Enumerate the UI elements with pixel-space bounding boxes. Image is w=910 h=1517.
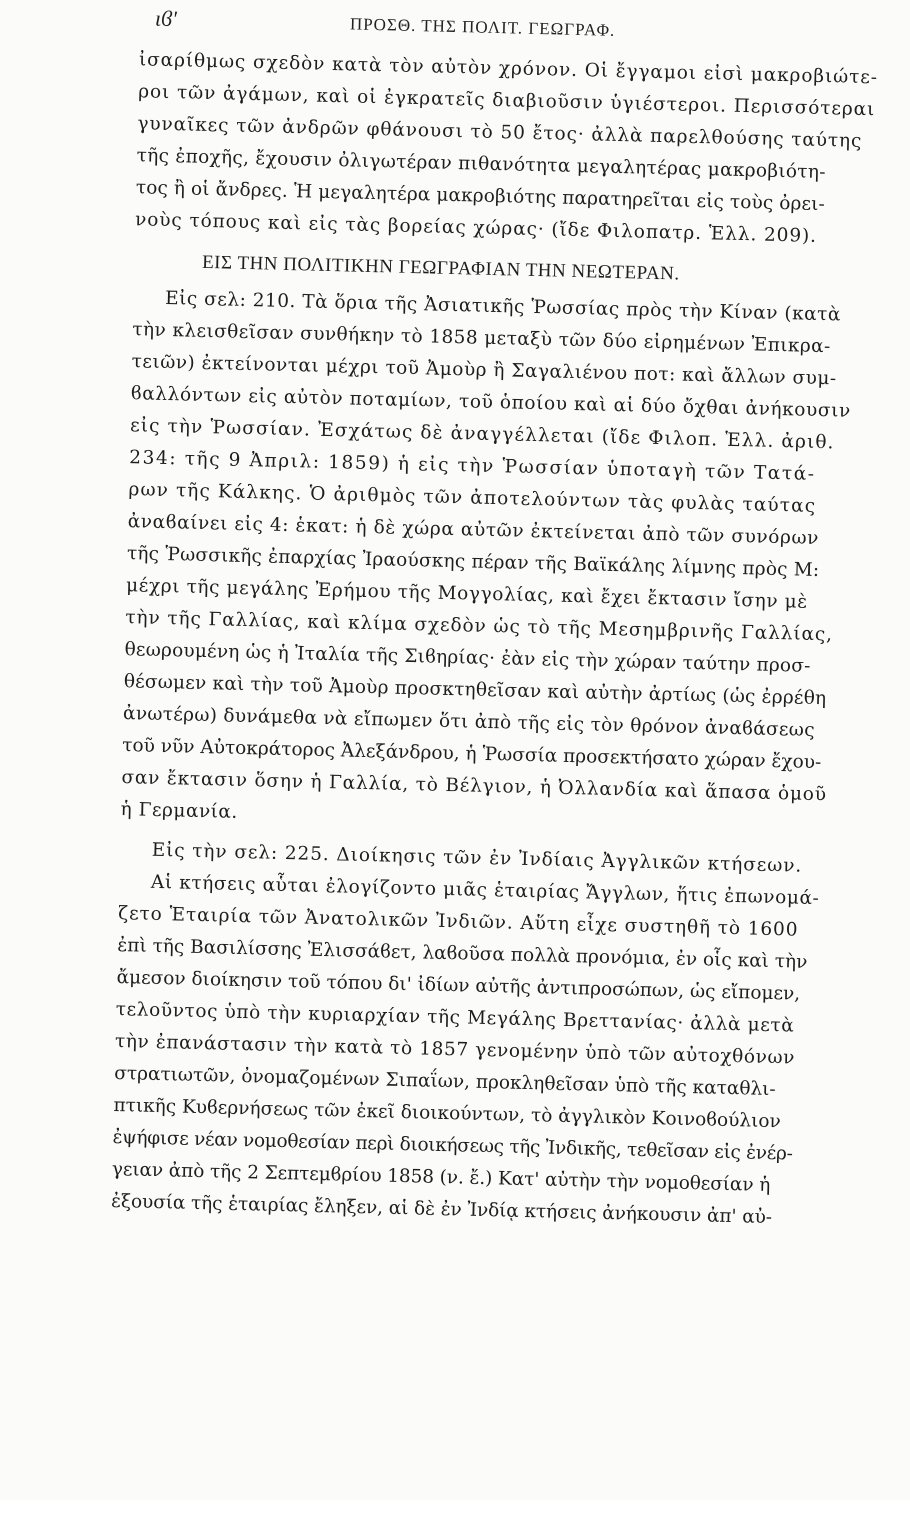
text-line: σαν ἔκτασιν ὅσην ἡ Γαλλία, τὸ Βέλγιον, ἡ Ὀλλανδία καὶ ἅπασα ὁμοῦ <box>121 767 828 806</box>
text-line: ἰσαρίθμως σχεδὸν κατὰ τὸν αὐτὸν χρόνον. Οἱ ἔγγαμοι εἰσὶ μακροβιώτε- <box>138 49 879 89</box>
text-line: Αἱ κτήσεις αὗται ἐλογίζοντο μιᾶς ἑταιρίας Ἄγγλων, ἥτις ἐπωνομά- <box>150 871 820 910</box>
text-line: ἐξουσία τῆς ἑταιρίας ἔληξεν, αἱ δὲ ἐν Ἰνδίᾳ κτήσεις ἀνήκουσιν ἀπ' αὐ- <box>110 1190 773 1229</box>
text-line: τὴν κλεισθεῖσαν συνθήκην τὸ 1858 μεταξὺ τῶν δύο εἰρημένων Ἐπικρα- <box>132 319 831 358</box>
text-line: Εἰς τὴν σελ: 225. Διοίκησις τῶν ἐν Ἰνδίαις Ἀγγλικῶν κτήσεων. <box>151 839 803 877</box>
running-head: ΠΡΟΣΘ. ΤΗΣ ΠΟΛΙΤ. ΓΕΩΓΡΑΦ. <box>349 14 616 40</box>
text-line: ἐψήφισε νέαν νομοθεσίαν περὶ διοικήσεως τῆς Ἰνδικῆς, τεθεῖσαν εἰς ἐνέρ- <box>112 1126 793 1165</box>
text-line: γυναῖκες τῶν ἀνδρῶν φθάνουσι τὸ 50 ἔτος· ἀλλὰ παρελθούσης ταύτης <box>137 113 863 152</box>
text-line: τος ἢ οἱ ἄνδρες. Ἡ μεγαλητέρα μακροβιότης παρατηρεῖται εἰς τοὺς ὀρει- <box>135 177 826 216</box>
text-line: τελοῦντος ὑπὸ τὴν κυριαρχίαν τῆς Μεγάλης Βρεττανίας· ἀλλὰ μετὰ <box>115 998 795 1037</box>
text-line: μέχρι τῆς μεγάλης Ἐρήμου τῆς Μογγολίας, καὶ ἔχει ἔκτασιν ἴσην μὲ <box>125 575 809 613</box>
text-line: τειῶν) ἐκτείνονται μέχρι τοῦ Ἀμοὺρ ἢ Σαγαλιένου ποτ: καὶ ἄλλων συμ- <box>131 351 837 390</box>
page-number: ιϐ' <box>154 5 178 32</box>
text-line: γειαν ἀπὸ τῆς 2 Σεπτεμϐρίου 1858 (ν. ἔ.) Κατ' αὐτὴν τὴν νομοθεσίαν ἡ <box>111 1158 771 1197</box>
text-line: τὴν ἐπανάστασιν τὴν κατὰ τὸ 1857 γενομένην ὑπὸ τῶν αὐτοχθόνων <box>114 1030 796 1069</box>
text-line: τῆς Ῥωσσικῆς ἐπαρχίας Ἰραούσκης πέραν τῆς Βαϊκάλης λίμνης πρὸς Μ: <box>126 543 820 582</box>
text-line: 234: τῆς 9 Ἀπριλ: 1859) ἡ εἰς τὴν Ῥωσσίαν ὑποταγὴ τῶν Τατά- <box>129 447 816 485</box>
text-line: ροι τῶν ἀγάμων, καὶ οἱ ἐγκρατεῖς διαβιοῦσιν ὑγιέστεροι. Περισσότεραι <box>137 81 876 121</box>
text-line: ϐαλλόντων εἰς αὐτὸν ποταμίων, τοῦ ὁποίου καὶ αἱ δύο ὄχθαι ἀνήκουσιν <box>130 383 852 422</box>
text-line: νοὺς τόπους καὶ εἰς τὰς βορείας χώρας· (ἴδε Φιλοπατρ. Ἑλλ. 209). <box>134 209 818 247</box>
text-line: τοῦ νῦν Αὐτοκράτορος Ἀλεξάνδρου, ἡ Ῥωσσία προσεκτήσατο χώραν ἔχου- <box>122 735 822 774</box>
text-line: ἡ Γερμανία. <box>120 799 239 823</box>
text-line: ζετο Ἑταιρία τῶν Ἀνατολικῶν Ἰνδιῶν. Αὕτη εἶχε συστηθῆ τὸ 1600 <box>117 903 799 941</box>
text-line: ἐπὶ τῆς Βασιλίσσης Ἐλισσάϐετ, λαϐοῦσα πολλὰ προνόμια, ἐν οἷς καὶ τὴν <box>117 934 808 973</box>
text-line: στρατιωτῶν, ὀνομαζομένων Σιπαΐων, προκληθεῖσαν ὑπὸ τῆς καταθλι- <box>113 1062 776 1101</box>
text-line: τῆς ἐποχῆς, ἔχουσιν ὀλιγωτέραν πιθανότητα μεγαλητέρας μακροβιότη- <box>136 145 827 184</box>
text-line: ρων τῆς Κάλκης. Ὁ ἀριθμὸς τῶν ἀποτελούντων τὰς φυλὰς ταύτας <box>128 479 817 517</box>
text-line: Εἰς σελ: 210. Τὰ ὅρια τῆς Ἀσιατικῆς Ῥωσσίας πρὸς τὴν Κίναν (κατὰ <box>164 287 842 326</box>
text-line: πτικῆς Κυϐερνήσεως τῶν ἐκεῖ διοικούντων, τὸ ἀγγλικὸν Κοινοϐούλιον <box>113 1094 781 1133</box>
text-line: θέσωμεν καὶ τὴν τοῦ Ἀμοὺρ προσκτηθεῖσαν καὶ αὐτὴν ἀρτίως (ὡς ἐρρέθη <box>123 671 827 710</box>
page-header <box>150 6 811 52</box>
text-line: θεωρουμένη ὡς ἡ Ἰταλία τῆς Σιϐηρίας· ἐὰν εἰς τὴν χώραν ταύτην προσ- <box>124 639 811 677</box>
text-line: εἰς τὴν Ῥωσσίαν. Ἐσχάτως δὲ ἀναγγέλλεται (ἴδε Φιλοπ. Ἑλλ. ἀριθ. <box>129 415 835 454</box>
text-line: τὴν τῆς Γαλλίας, καὶ κλίμα σχεδὸν ὡς τὸ τῆς Μεσημβρινῆς Γαλλίας, <box>125 607 834 646</box>
printed-text-block <box>110 0 879 1516</box>
section-heading: ΕΙΣ ΤΗΝ ΠΟΛΙΤΙΚΗΝ ΓΕΩΓΡΑΦΙΑΝ ΤΗΝ ΝΕΩΤΕΡΑΝ. <box>201 251 680 285</box>
text-line: ἀνωτέρω) δυνάμεθα νὰ εἴπωμεν ὅτι ἀπὸ τῆς εἰς τὸν θρόνον ἀναϐάσεως <box>122 703 816 741</box>
text-line: ἀναϐαίνει εἰς 4: ἑκατ: ἡ δὲ χώρα αὐτῶν ἐκτείνεται ἀπὸ τῶν συνόρων <box>127 511 820 550</box>
text-line: ἄμεσον διοίκησιν τοῦ τόπου δι' ἰδίων αὐτῆς ἀντιπροσώπων, ὡς εἴπομεν, <box>116 966 801 1005</box>
